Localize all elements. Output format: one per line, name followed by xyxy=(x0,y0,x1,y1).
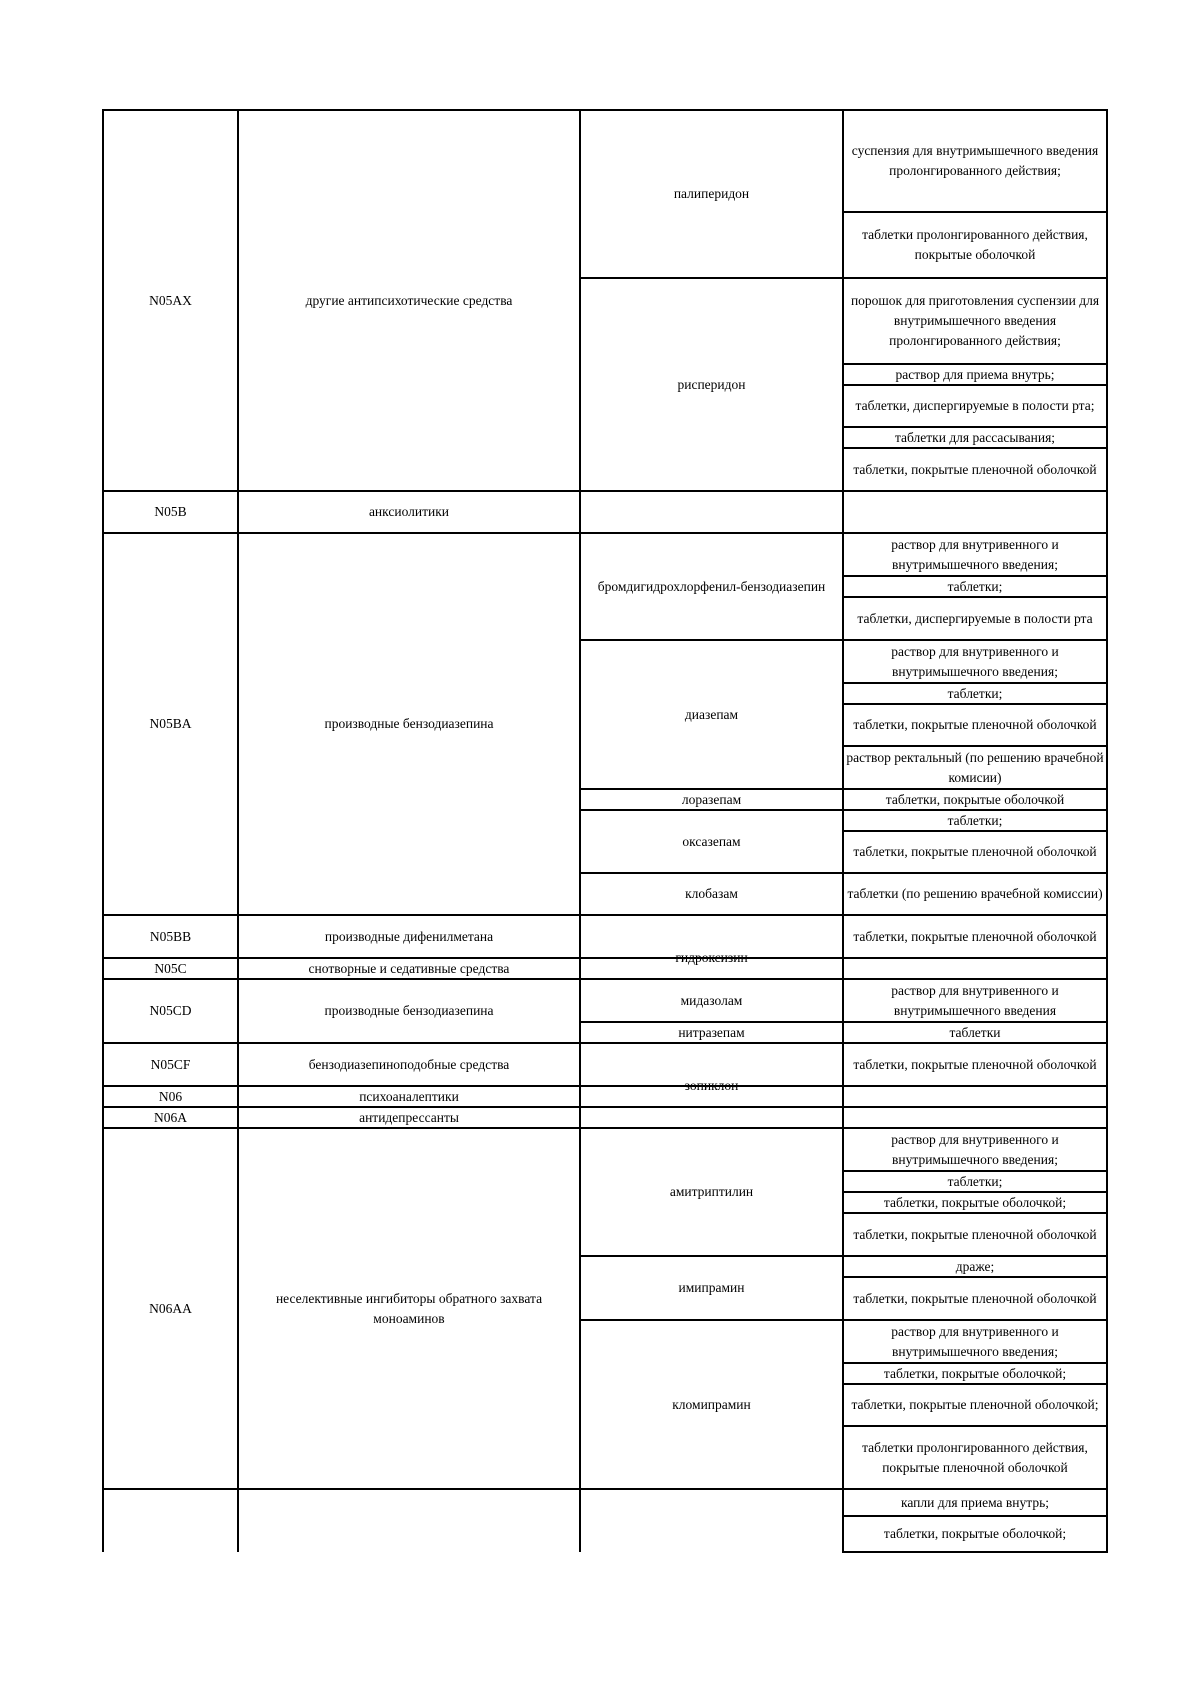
drug-name-text: палиперидон xyxy=(673,186,750,201)
atc-code xyxy=(106,110,235,491)
atc-group-name-text: антидепрессанты xyxy=(359,1109,459,1125)
atc-group-name xyxy=(241,110,577,491)
atc-code xyxy=(106,533,235,915)
drug-name-text: мидазолам xyxy=(680,992,743,1008)
dosage-form-text: таблетки (по решению врачебной комиссии) xyxy=(847,886,1103,901)
dosage-form xyxy=(846,533,1104,576)
atc-group-name xyxy=(241,491,577,533)
atc-code-text: N06A xyxy=(154,1109,187,1125)
atc-group-name xyxy=(241,1043,577,1086)
dosage-form-text: таблетки, покрытые пленочной оболочкой xyxy=(853,928,1097,944)
drug-name xyxy=(583,1256,840,1320)
drug-name xyxy=(583,640,840,789)
dosage-form-text: таблетки, покрытые пленочной оболочкой xyxy=(853,1290,1097,1306)
dosage-form-text: таблетки xyxy=(949,1024,1001,1040)
dosage-form xyxy=(846,597,1104,640)
dosage-form-text: таблетки, покрытые пленочной оболочкой xyxy=(853,1056,1097,1072)
atc-group-name-text: производные дифенилметана xyxy=(324,928,494,944)
dosage-form xyxy=(846,364,1104,385)
atc-group-name xyxy=(241,1086,577,1107)
table-column-rule xyxy=(579,110,581,1552)
atc-code xyxy=(106,1128,235,1489)
dosage-form-text: раствор для внутривенного и внутримышечного введения xyxy=(891,982,1059,1018)
table-column-rule xyxy=(237,110,239,1552)
dosage-form xyxy=(846,110,1104,212)
atc-code-text: N05AX xyxy=(149,292,192,308)
drug-name-text: кломипрамин xyxy=(672,1396,751,1412)
atc-group-name-text: производные бензодиазепина xyxy=(324,716,494,731)
dosage-form xyxy=(846,810,1104,831)
dosage-form-text: таблетки, диспергируемые в полости рта; xyxy=(855,398,1095,413)
atc-group-name xyxy=(241,1107,577,1128)
drug-name xyxy=(583,278,840,491)
drug-name xyxy=(583,979,840,1022)
dosage-form-text: драже; xyxy=(955,1258,995,1274)
dosage-form-text: таблетки, покрытые оболочкой; xyxy=(883,1194,1067,1210)
dosage-form-text: таблетки, покрытые пленочной оболочкой xyxy=(853,717,1097,732)
atc-code-text: N05CF xyxy=(150,1056,191,1072)
drug-name-text: лоразепам xyxy=(681,791,742,807)
dosage-form-text: таблетки; xyxy=(947,685,1003,701)
atc-code-text: N05B xyxy=(154,504,187,519)
drug-name xyxy=(583,110,840,278)
atc-code-text: N05BB xyxy=(149,928,192,944)
dosage-form xyxy=(846,576,1104,597)
atc-code xyxy=(106,958,235,979)
atc-group-name-text: анксиолитики xyxy=(368,504,450,519)
dosage-form xyxy=(846,915,1104,958)
dosage-form-text: таблетки, покрытые пленочной оболочкой xyxy=(853,1226,1097,1242)
drug-name-text: зопиклон xyxy=(684,1078,739,1093)
dosage-form-text: таблетки; xyxy=(947,578,1003,594)
atc-group-name-text: психоаналептики xyxy=(359,1088,459,1104)
dosage-form-text: суспензия для внутримышечного введения пролонгированного действия; xyxy=(851,143,1099,178)
atc-code-text: N05BA xyxy=(149,716,192,731)
atc-group-name xyxy=(241,533,577,915)
dosage-form-text: таблетки, покрытые оболочкой; xyxy=(883,1365,1067,1381)
atc-code-text: N06AA xyxy=(149,1300,192,1316)
drug-name-text: клобазам xyxy=(685,886,738,901)
dosage-form-text: таблетки, покрытые пленочной оболочкой xyxy=(853,461,1097,477)
atc-group-name xyxy=(241,915,577,958)
dosage-form xyxy=(846,1043,1104,1086)
dosage-form-text: таблетки, покрытые пленочной оболочкой xyxy=(853,844,1097,859)
dosage-form-text: таблетки, покрытые пленочной оболочкой; xyxy=(851,1397,1099,1412)
dosage-form xyxy=(846,1256,1104,1277)
dosage-form-text: таблетки для рассасывания; xyxy=(894,429,1056,445)
atc-code xyxy=(106,1107,235,1128)
atc-group-name xyxy=(241,1489,577,1552)
dosage-form xyxy=(846,1128,1104,1171)
atc-group-name-text: снотворные и седативные средства xyxy=(308,960,510,976)
dosage-form xyxy=(846,1516,1104,1552)
dosage-form-text: таблетки, покрытые оболочкой xyxy=(885,791,1065,807)
dosage-form-text: таблетки; xyxy=(947,1173,1003,1189)
dosage-form-text: таблетки, покрытые оболочкой; xyxy=(883,1526,1067,1541)
atc-group-name-text: неселективные ингибиторы обратного захвата моноаминов xyxy=(275,1290,543,1326)
dosage-form-text: таблетки, диспергируемые в полости рта xyxy=(857,610,1093,626)
drug-name xyxy=(583,1022,840,1043)
dosage-form xyxy=(846,789,1104,810)
dosage-form xyxy=(846,1320,1104,1363)
dosage-form-text: раствор для внутривенного и внутримышечного введения; xyxy=(891,643,1059,679)
dosage-form-text: раствор для внутривенного и внутримышечного введения; xyxy=(891,1131,1059,1167)
atc-code xyxy=(106,1086,235,1107)
atc-code xyxy=(106,1043,235,1086)
dosage-form xyxy=(846,427,1104,448)
dosage-form xyxy=(846,746,1104,789)
dosage-form xyxy=(846,278,1104,364)
dosage-form xyxy=(846,683,1104,704)
dosage-form xyxy=(846,979,1104,1022)
atc-code xyxy=(106,1489,235,1552)
atc-code-text: N06 xyxy=(158,1088,183,1104)
drug-name xyxy=(583,873,840,915)
dosage-form-text: порошок для приготовления суспензии для внутримышечного введения пролонгированного действия; xyxy=(850,293,1100,348)
drug-name-text: бромдигидрохлорфенил-бензодиазепин xyxy=(597,578,826,594)
dosage-form xyxy=(846,1489,1104,1516)
dosage-form-text: раствор ректальный (по решению врачебной комисии) xyxy=(846,749,1104,785)
dosage-form-text: таблетки пролонгированного действия, покрытые пленочной оболочкой xyxy=(862,1439,1088,1475)
drug-name-text: нитразепам xyxy=(678,1024,745,1040)
atc-group-name-text: бензодиазепиноподобные средства xyxy=(308,1056,510,1072)
dosage-form xyxy=(846,1213,1104,1256)
dosage-form xyxy=(846,1192,1104,1213)
drug-name-text: амитриптилин xyxy=(669,1184,754,1199)
dosage-form xyxy=(846,1426,1104,1489)
dosage-form xyxy=(846,212,1104,278)
atc-group-name-text: другие антипсихотические средства xyxy=(305,292,513,308)
atc-group-name xyxy=(241,1128,577,1489)
atc-group-name-text: производные бензодиазепина xyxy=(324,1003,494,1018)
dosage-form xyxy=(846,385,1104,427)
drug-name-text: имипрамин xyxy=(678,1280,745,1295)
atc-group-name xyxy=(241,979,577,1043)
dosage-form-text: раствор для приема внутрь; xyxy=(895,366,1055,382)
dosage-form xyxy=(846,1171,1104,1192)
dosage-form xyxy=(846,1384,1104,1426)
dosage-form-text: раствор для внутривенного и внутримышечного введения; xyxy=(891,536,1059,572)
table-column-rule xyxy=(102,110,104,1552)
drug-name-text: рисперидон xyxy=(677,376,746,392)
dosage-form xyxy=(846,704,1104,746)
atc-code-text: N05CD xyxy=(149,1003,192,1018)
drug-name-text: гидроксизин xyxy=(675,950,748,965)
atc-code xyxy=(106,491,235,533)
drug-name xyxy=(583,1128,840,1256)
dosage-form-text: капли для приема внутрь; xyxy=(901,1494,1049,1510)
drug-name xyxy=(583,1320,840,1489)
drug-name-text: диазепам xyxy=(684,706,739,722)
dosage-form-text: таблетки пролонгированного действия, покрытые оболочкой xyxy=(862,227,1088,262)
dosage-form-text: таблетки; xyxy=(947,812,1003,828)
atc-group-name xyxy=(241,958,577,979)
atc-code-text: N05C xyxy=(154,960,187,976)
atc-code xyxy=(106,979,235,1043)
dosage-form xyxy=(846,640,1104,683)
drug-name xyxy=(583,810,840,873)
dosage-form xyxy=(846,1277,1104,1320)
drug-name xyxy=(583,789,840,810)
table-bottom-rule xyxy=(842,1551,1108,1553)
dosage-form xyxy=(846,873,1104,915)
dosage-form xyxy=(846,448,1104,491)
dosage-form xyxy=(846,1022,1104,1043)
dosage-form xyxy=(846,831,1104,873)
atc-code xyxy=(106,915,235,958)
drug-name xyxy=(583,1489,840,1552)
dosage-form-text: раствор для внутривенного и внутримышечного введения; xyxy=(891,1323,1059,1359)
dosage-form xyxy=(846,1363,1104,1384)
drug-name-text: оксазепам xyxy=(682,833,741,849)
drug-name xyxy=(583,533,840,640)
